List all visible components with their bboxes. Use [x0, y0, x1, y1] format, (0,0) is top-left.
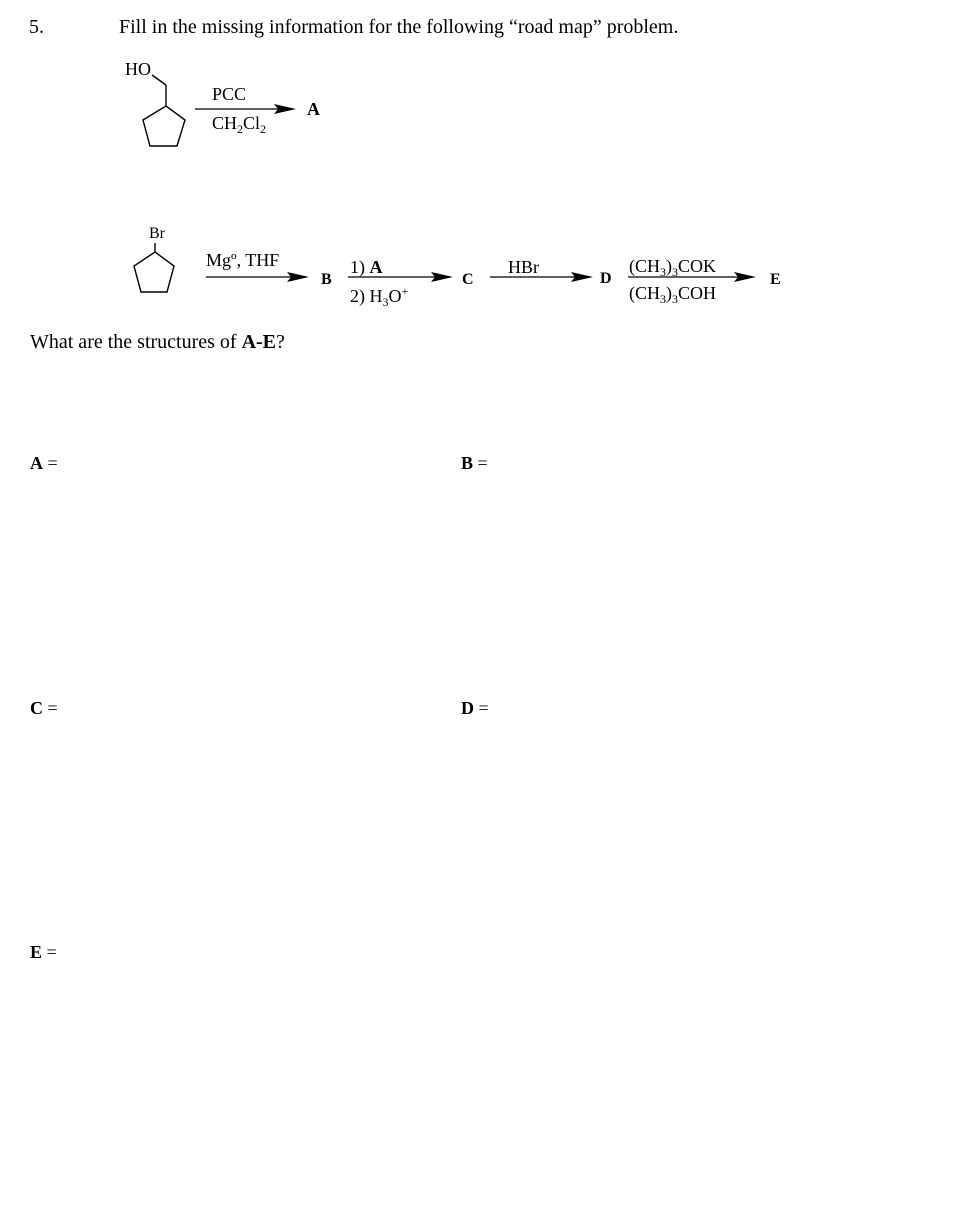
answer-e[interactable]: E =: [30, 942, 57, 962]
product-a-label: A: [307, 99, 320, 119]
answer-c[interactable]: C =: [30, 698, 58, 718]
grignard-reagent: Mgº, THF: [206, 250, 280, 270]
arrow-grignard: [206, 272, 309, 282]
product-e-label: E: [770, 271, 781, 288]
ch2cl2-solvent: $CH_2Cl_2$: [212, 113, 267, 136]
step2-reagent-line2: 2) $H_3O^+$: [350, 284, 409, 309]
bromo-label: Br: [149, 225, 165, 242]
product-d-label: D: [600, 270, 612, 287]
answer-b[interactable]: B =: [461, 453, 488, 473]
instruction-text: Fill in the missing information for the following “road map” problem.: [119, 16, 679, 38]
pcc-reagent: PCC: [212, 84, 247, 104]
bromocyclopentane-structure: [134, 243, 174, 292]
c-o-bond: [152, 75, 166, 85]
cyclopentane-ring-2: [134, 252, 174, 292]
product-b-label: B: [321, 271, 332, 288]
product-c-label: C: [462, 271, 474, 288]
answer-d[interactable]: D =: [461, 698, 489, 718]
step2-reagent-line1: 1) A: [350, 257, 383, 277]
cyclopentane-ring-1: [143, 106, 185, 146]
hbr-reagent: HBr: [508, 257, 539, 277]
question-text: What are the structures of A-E?: [30, 331, 285, 353]
tbuok-reagent: $(CH_3)_3COK$: [629, 256, 717, 279]
tbuoh-solvent: $(CH_3)_3COH$: [629, 283, 717, 306]
arrow-hbr: [490, 272, 593, 282]
answer-a[interactable]: A =: [30, 453, 58, 473]
hydroxyl-label: HO: [125, 59, 151, 79]
cyclopentylmethanol-structure: [143, 75, 185, 146]
problem-number: 5.: [29, 16, 44, 38]
